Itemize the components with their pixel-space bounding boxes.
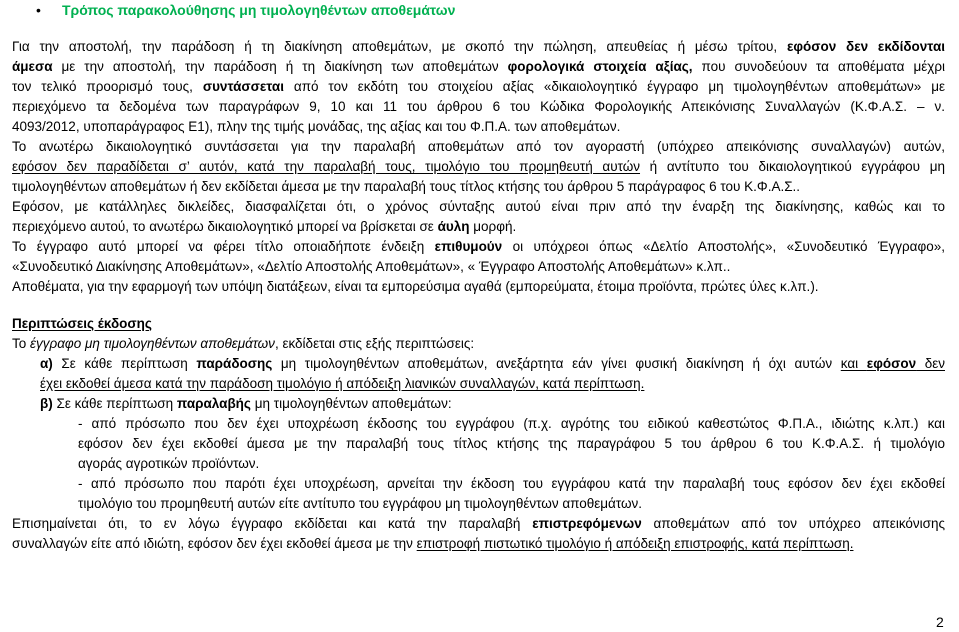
bold-phrase: παράδοσης: [196, 356, 273, 371]
text-line: εφόσον δεν έχει εκδοθεί άμεσα με την παραλαβή τους τίτλος κτήσης της παραγράφου 5 του άρθρου 6 του Κ.Φ.Α.Σ. ή τιμολόγιο: [78, 436, 945, 451]
paragraph-electronic-form: [12, 197, 945, 237]
text-line: [12, 77, 945, 97]
text-line: [12, 354, 945, 374]
bold-phrase: επιστρεφόμενων: [532, 516, 642, 531]
text-line: «Συνοδευτικό Διακίνησης Αποθεμάτων», «Δελτίο Αποστολής Αποθεμάτων», « Έγγραφο Αποστολής Αποθεμάτων» κ.λπ..: [12, 259, 731, 274]
text-run: Για την αποστολή, την παράδοση ή τη διακίνηση αποθεμάτων, με σκοπό την πώληση, απευθείας ή μέσω τρίτου,: [12, 39, 787, 54]
text-run: Το: [12, 336, 31, 351]
page-number: 2: [936, 614, 944, 630]
text-line: Αποθέματα, για την εφαρμογή των υπόψη διατάξεων, είναι τα εμπορεύσιμα αγαθά (εμπορεύματα, έτοιμα προϊόντα, πρώτες ύλες κ.λπ.).: [12, 279, 819, 294]
text-line: τιμολόγιο του προμηθευτή αυτών είτε αντίτυπο του εγγράφου μη τιμολογηθέντων αποθεμάτων.: [78, 496, 643, 511]
cases-heading: Περιπτώσεις έκδοσης: [12, 316, 152, 331]
text-line: 4093/2012, υποπαράγραφος Ε1), πλην της τιμής μονάδας, της αξίας και του Φ.Π.Α. των αποθεμάτων.: [12, 119, 621, 134]
paragraph-definition: [12, 37, 945, 137]
text-line: [12, 514, 945, 534]
text-line: [12, 217, 945, 237]
underlined-phrase: έχει εκδοθεί άμεσα κατά την παράδοση τιμολόγιο ή απόδειξη λιανικών συναλλαγών, κατά περίπτωση.: [40, 376, 645, 391]
case-b-sub-item: [12, 414, 945, 474]
text-run: συναλλαγών είτε από ιδιώτη, εφόσον δεν έχει εκδοθεί άμεσα με την: [12, 536, 417, 551]
text-line: - από πρόσωπο που δεν έχει υποχρέωση έκδοσης του εγγράφου (π.χ. αγρότης του ειδικού καθεστώτος Φ.Π.Α., ιδιώτης κ.λπ.) και: [78, 416, 945, 431]
case-marker: α): [40, 356, 53, 371]
text-run: μη τιμολογηθέντων αποθεμάτων, ανεξάρτητα εάν γίνει φυσική διακίνηση ή όχι αυτών: [272, 356, 841, 371]
text-run: , εκδίδεται στις εξής περιπτώσεις:: [274, 336, 475, 351]
case-a: [12, 354, 945, 394]
text-run: Το έγγραφο αυτό μπορεί να φέρει τίτλο οποιαδήποτε ένδειξη: [12, 239, 435, 254]
document-body: [12, 37, 945, 554]
text-line: περιεχόμενο τα δεδομένα των παραγράφων 9, 10 και 11 του άρθρου 6 του Κώδικα Φορολογικής Απεικόνισης Συναλλαγών (Κ.Φ.Α.Σ. – ν.: [12, 99, 945, 114]
cases-intro: [12, 334, 945, 354]
text-line: [12, 394, 945, 414]
bullet-icon: •: [36, 2, 41, 18]
underlined-phrase: δεν: [916, 356, 945, 371]
paragraph-inventory-definition: [12, 277, 945, 297]
text-line: Εφόσον, με κατάλληλες δικλείδες, διασφαλίζεται ότι, ο χρόνος σύνταξης αυτού είναι πριν από την έναρξη της διακίνησης, καθώς και το: [12, 199, 945, 214]
text-run: μη τιμολογηθέντων αποθεμάτων:: [250, 396, 452, 411]
text-line: [12, 534, 945, 554]
bold-phrase: εφόσον δεν εκδίδονται: [786, 39, 945, 54]
case-b: [12, 394, 945, 514]
paragraph-buyer-receipt: [12, 137, 945, 197]
section-heading: [0, 0, 959, 20]
text-line: - από πρόσωπο που παρότι έχει υποχρέωση, αρνείται την έκδοση του εγγράφου κατά την παραλαβή τους εφόσον δεν έχει εκδοθεί: [78, 476, 945, 491]
paragraph-document-title: [12, 237, 945, 277]
text-line: [12, 37, 945, 57]
text-run: τον τελικό προορισμό τους,: [12, 79, 203, 94]
text-run: Σε κάθε περίπτωση: [52, 356, 197, 371]
case-marker: β): [40, 396, 53, 411]
underlined-phrase: και: [840, 356, 867, 371]
text-run: μορφή.: [469, 219, 517, 234]
text-line: [12, 157, 945, 177]
case-b-sub-item: [12, 474, 945, 514]
underlined-phrase: επιστροφή πιστωτικό τιμολόγιο ή απόδειξη επιστροφής, κατά περίπτωση.: [416, 536, 854, 551]
bold-underlined-phrase: εφόσον: [866, 356, 917, 371]
heading-title: Τρόπος παρακολούθησης μη τιμολογηθέντων αποθεμάτων: [62, 2, 456, 18]
bold-phrase: φορολογικά στοιχεία αξίας,: [507, 59, 693, 74]
bold-phrase: άυλη: [437, 219, 470, 234]
text-run: Επισημαίνεται ότι, το εν λόγω έγγραφο εκδίδεται και κατά την παραλαβή: [12, 516, 533, 531]
bold-phrase: παραλαβής: [176, 396, 251, 411]
text-line: [12, 57, 945, 77]
underlined-phrase: εφόσον δεν παραδίδεται σ’ αυτόν, κατά την παραλαβή τους, τιμολόγιο του προμηθευτή αυτών: [12, 159, 641, 174]
text-line: αγοράς αγροτικών προϊόντων.: [78, 456, 260, 471]
text-run: οι υπόχρεοι όπως «Δελτίο Αποστολής», «Συνοδευτικό Έγγραφο»,: [502, 239, 945, 254]
text-run: από τον εκδότη του στοιχείου αξίας «δικαιολογητικό έγγραφο μη τιμολογηθέντων αποθεμάτων» με: [283, 79, 945, 94]
italic-phrase: έγγραφο μη τιμολογηθέντων αποθεμάτων: [30, 336, 275, 351]
text-run: ή αντίτυπο του δικαιολογητικού εγγράφου μη: [640, 159, 945, 174]
text-run: Σε κάθε περίπτωση: [52, 396, 177, 411]
paragraph-returns-note: [12, 514, 945, 554]
text-line: Το ανωτέρω δικαιολογητικό συντάσσεται για την παραλαβή αποθεμάτων από τον αγοραστή (υπόχρεο απεικόνισης συναλλαγών) αυτών,: [12, 139, 945, 154]
bold-phrase: συντάσσεται: [202, 79, 284, 94]
text-run: με την αποστολή, την παράδοση ή τη διακίνηση των αποθεμάτων: [52, 59, 508, 74]
bold-phrase: άμεσα: [12, 59, 53, 74]
text-line: [12, 237, 945, 257]
bold-phrase: επιθυμούν: [434, 239, 503, 254]
text-run: αποθεμάτων από τον υπόχρεο απεικόνισης: [641, 516, 946, 531]
text-run: περιεχόμενο αυτού, το ανωτέρω δικαιολογητικό μπορεί να βρίσκεται σε: [12, 219, 438, 234]
text-line: τιμολογηθέντων αποθεμάτων ή δεν εκδίδεται άμεσα με την παραλαβή τους τίτλος κτήσης του άρθρου 5 παράγραφος 6 του Κ.Φ.Α.Σ..: [12, 179, 801, 194]
text-line: [12, 374, 945, 394]
text-run: που συνοδεύουν τα αποθέματα μέχρι: [692, 59, 946, 74]
